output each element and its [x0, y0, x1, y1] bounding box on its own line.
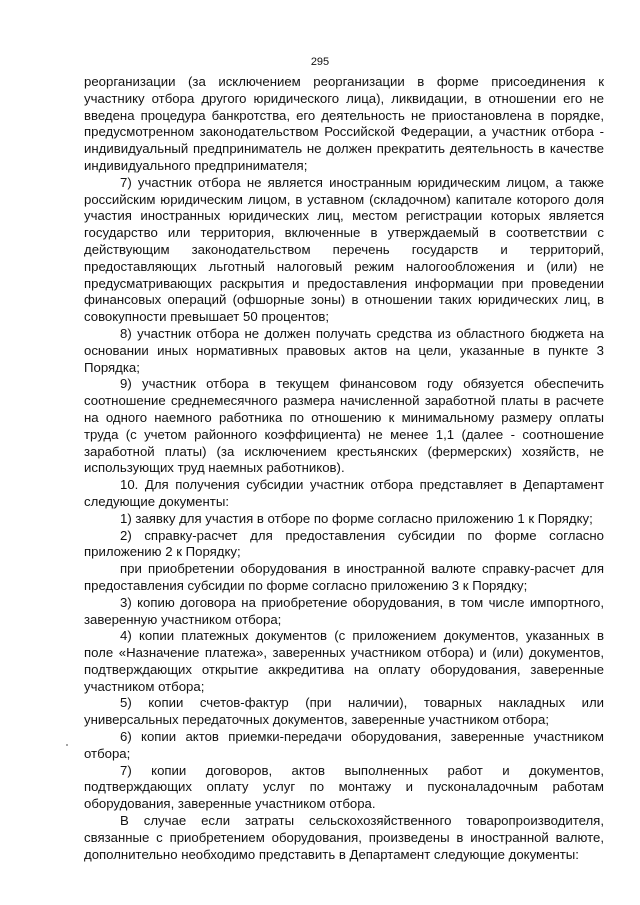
list-item-7-service-contracts: 7) копии договоров, актов выполненных работ и документов, подтверждающих оплату услуг по монтажу и пусконаладочным работам оборудования, заверенные участником отбора.: [84, 762, 604, 812]
list-item-1-application: 1) заявку для участия в отборе по форме согласно приложению 1 к Порядку;: [120, 510, 593, 526]
scan-speck: [66, 744, 68, 746]
paragraph-item-7-foreign-entity: 7) участник отбора не является иностранным юридическим лицом, а также российским юридическим лицом, в уставном (складочном) капитале которого доля участия иностранных юридических лиц, местом регистрации которых является государство или территория, включенные в утверждаемый в соответствии с действующим законодательством перечень государств и территорий, предоставляющих льготный налоговый режим налогообложения и (или) не предусматривающих раскрытия и предоставления информации при проведении финансовых операций (офшорные зоны) в отношении таких юридических лиц, в совокупности превышает 50 процентов;: [84, 174, 604, 325]
paragraph-reorganization-continued: реорганизации (за исключением реорганизации в форме присоединения к участнику отбора другого юридического лица), ликвидации, в отношении его не введена процедура банкротства, его деятельность не приостановлена в порядке, предусмотренном законодательством Российской Федерации, а участник отбора - индивидуальный предприниматель не должен прекратить деятельность в качестве индивидуального предпринимателя;: [84, 74, 604, 173]
list-item-2-calculation: 2) справку-расчет для предоставления субсидии по форме согласно приложению 2 к Порядку;: [84, 527, 604, 560]
page-number: 295: [310, 56, 330, 68]
list-item-5-invoices: 5) копии счетов-фактур (при наличии), товарных накладных или универсальных передаточных документов, заверенные участником отбора;: [84, 695, 604, 728]
list-item-4-payment-documents: 4) копии платежных документов (с приложением документов, указанных в поле «Назначение платежа», заверенных участником отбора) и (или) документов, подтверждающих открытие аккредитива на оплату оборудования, заверенные участником отбора;: [84, 628, 604, 694]
list-item-2-foreign-currency-note: при приобретении оборудования в иностранной валюте справку-расчет для предоставления субсидии по форме согласно приложению 3 к Порядку;: [84, 561, 604, 593]
paragraph-item-10-documents: 10. Для получения субсидии участник отбора представляет в Департамент следующие документы:: [84, 477, 604, 509]
paragraph-item-9-salary-ratio: 9) участник отбора в текущем финансовом году обязуется обеспечить соотношение среднемесячного размера начисленной заработной платы в расчете на одного наемного работника по отношению к минимальному размеру оплаты труда (с учетом районного коэффициента) не менее 1,1 (далее - соотношение заработной платы) (за исключением крестьянских (фермерских) хозяйств, не использующих труд наемных работников).: [84, 376, 604, 476]
list-item-3-contract-copy: 3) копию договора на приобретение оборудования, в том числе импортного, заверенную участником отбора;: [84, 594, 604, 627]
paragraph-item-8-regional-budget: 8) участник отбора не должен получать средства из областного бюджета на основании иных нормативных правовых актов на цели, указанные в пункте 3 Порядка;: [84, 325, 604, 375]
document-body: [84, 74, 604, 863]
list-item-6-acceptance-acts: 6) копии актов приемки-передачи оборудования, заверенные участником отбора;: [84, 729, 604, 761]
paragraph-foreign-currency-requirements: В случае если затраты сельскохозяйственного товаропроизводителя, связанные с приобретением оборудования, произведены в иностранной валюте, дополнительно необходимо представить в Департамент следующие документы:: [84, 813, 604, 862]
